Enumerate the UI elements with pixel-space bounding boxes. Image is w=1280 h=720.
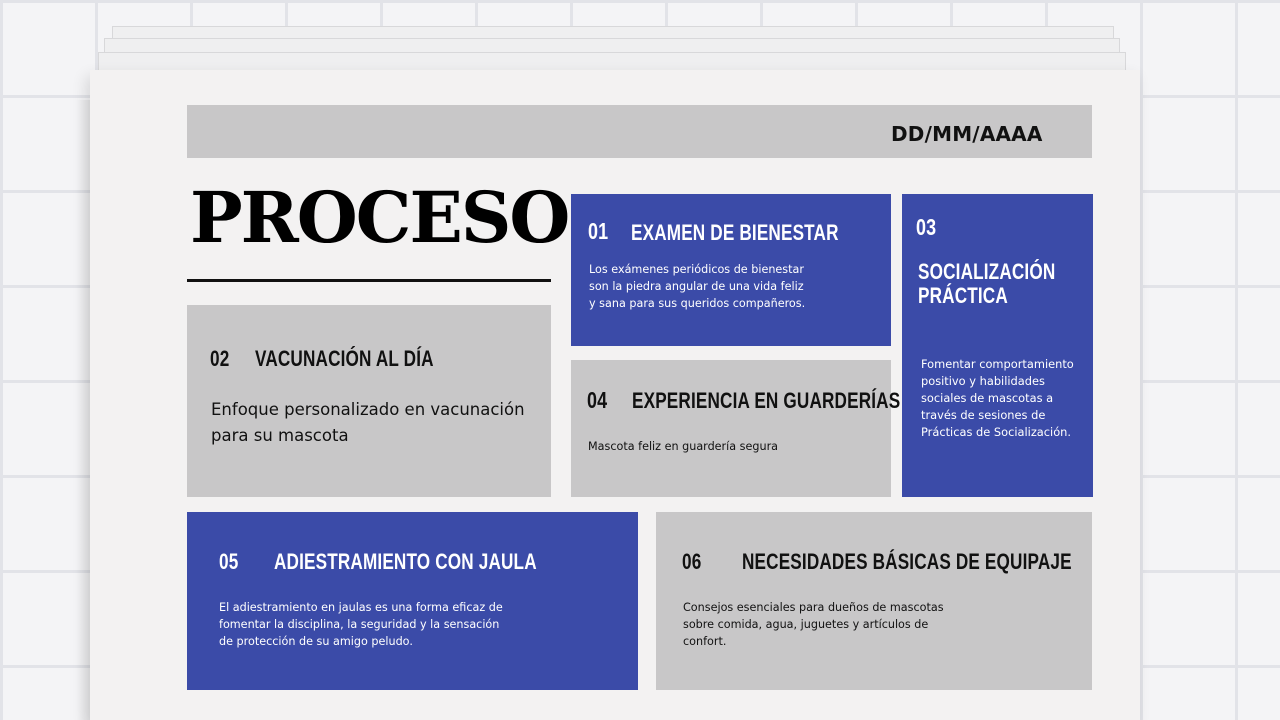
step-description: Los exámenes periódicos de bienestar son la piedra angular de una vida feliz y sana para sus queridos compañeros.	[589, 263, 806, 310]
step-heading: SOCIALIZACIÓN PRÁCTICA	[918, 259, 1056, 308]
step-number: 02	[210, 346, 230, 371]
step-card-01	[571, 194, 891, 346]
step-heading: VACUNACIÓN AL DÍA	[255, 346, 434, 371]
step-card-06	[656, 512, 1092, 690]
step-number: 01	[588, 218, 609, 244]
step-description: El adiestramiento en jaulas es una forma eficaz de fomentar la disciplina, la seguridad y la sensación de protección de su amigo peludo.	[219, 601, 503, 648]
step-heading: ADIESTRAMIENTO CON JAULA	[274, 549, 537, 574]
step-description: Mascota feliz en guardería segura	[588, 440, 779, 453]
step-card-04	[571, 360, 901, 497]
step-number: 05	[219, 549, 239, 574]
step-card-05	[187, 512, 638, 690]
step-heading: EXAMEN DE BIENESTAR	[631, 220, 839, 245]
step-number: 04	[587, 387, 608, 413]
step-description: Consejos esenciales para dueños de mascotas sobre comida, agua, juguetes y artículos de confort.	[683, 601, 944, 648]
title-underline	[187, 279, 551, 282]
date-placeholder: DD/MM/AAAA	[891, 122, 1043, 146]
step-number: 06	[682, 549, 702, 574]
step-number: 03	[916, 214, 937, 240]
step-card-02	[187, 305, 551, 497]
page-title: PROCESO	[190, 176, 569, 259]
step-description: Fomentar comportamiento positivo y habilidades sociales de mascotas a través de sesiones de Prácticas de Socialización.	[921, 357, 1074, 440]
step-heading: EXPERIENCIA EN GUARDERÍAS	[632, 388, 901, 413]
step-description: Enfoque personalizado en vacunación para su mascota	[211, 400, 525, 445]
step-heading: NECESIDADES BÁSICAS DE EQUIPAJE	[742, 549, 1072, 574]
step-card-03	[902, 194, 1093, 497]
